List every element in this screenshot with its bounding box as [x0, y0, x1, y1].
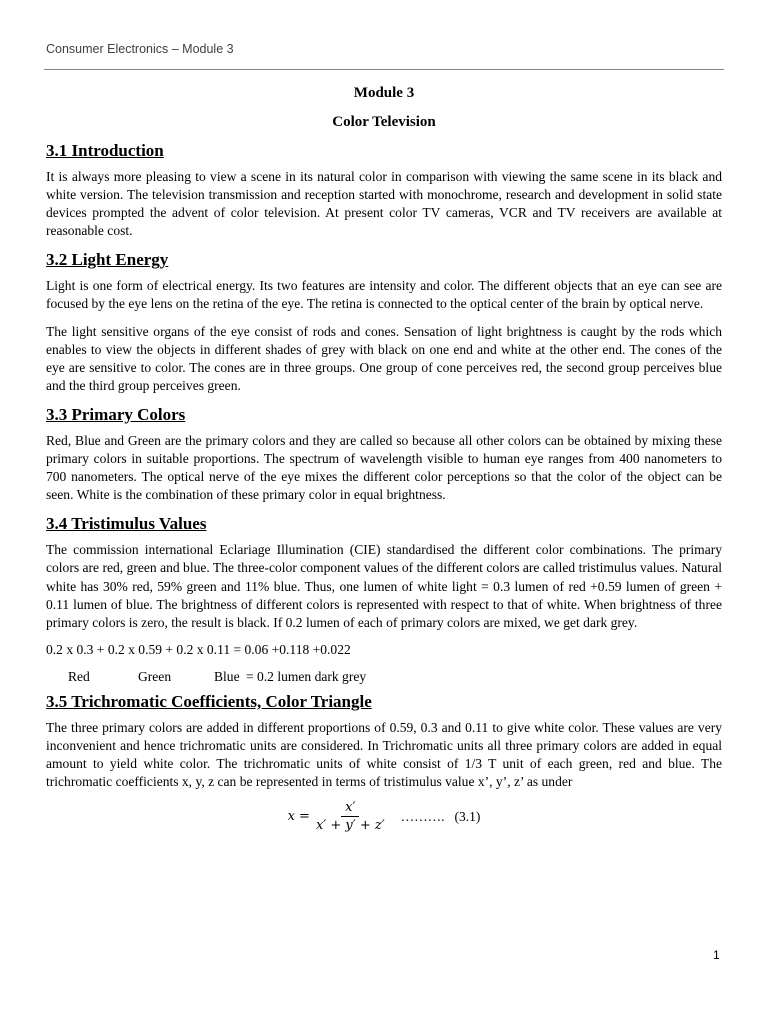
section-heading-light-energy: 3.2 Light Energy — [46, 250, 169, 270]
formula-dots: ………. — [400, 808, 445, 824]
paragraph: The commission international Eclariage Illumination (CIE) standardised the different color combinations. The primary colors are red, green and blue. The three-color component values of the different colors are called tristimulus values. Natural white has 30% red, 59% green and 11% blue. Thus, one lumen of white light = 0.3 lumen of red +0.59 lumen of green + 0.11 lumen of blue. The brightness of different colors is represented with respect to that of white. When brightness of three primary colors is zero, the result is black. If 0.2 lumen of each of primary colors are mixed, we get dark grey. — [46, 542, 722, 630]
formula-denominator: x′ + y′ + z′ — [315, 818, 385, 834]
formula-3-1 — [46, 800, 722, 833]
label-result: = 0.2 lumen dark grey — [246, 668, 367, 684]
header-divider — [44, 69, 724, 70]
chapter-title: Color Television — [332, 114, 436, 130]
running-header: Consumer Electronics – Module 3 — [46, 42, 234, 56]
page-number: 1 — [713, 948, 720, 962]
label-red: Red — [68, 668, 90, 684]
page-content — [46, 84, 722, 833]
section-heading-tristimulus-values: 3.4 Tristimulus Values — [46, 514, 207, 534]
equation-number: (3.1) — [454, 808, 481, 824]
section-heading-introduction: 3.1 Introduction — [46, 141, 164, 160]
label-blue: Blue — [214, 668, 240, 684]
equation-labels — [46, 668, 722, 686]
module-title: Module 3 — [353, 85, 415, 101]
formula-fraction — [316, 800, 385, 833]
paragraph: The three primary colors are added in different proportions of 0.59, 0.3 and 0.11 to give white color. These values are very inconvenient and hence trichromatic units are considered. In Trichromatic units all three primary colors are added in equal amount to yield white color. The trichromatic units of white consist of 1/3 T unit of each green, red and blue. The trichromatic coefficients x, y, z can be represented in terms of tristimulus value x’, y’, z’ as under — [46, 719, 722, 790]
paragraph: It is always more pleasing to view a scene in its natural color in comparison with viewing the same scene in its black and white version. The television transmission and reception started with monochrome, research and development in solid state devices prompted the advent of color television. At present color TV cameras, VCR and TV receivers are available at reasonable cost. — [46, 169, 722, 239]
label-green: Green — [138, 668, 172, 684]
equation-line: 0.2 x 0.3 + 0.2 x 0.59 + 0.2 x 0.11 = 0.06 +0.118 +0.022 — [46, 641, 351, 657]
paragraph: Red, Blue and Green are the primary colors and they are called so because all other colors can be obtained by mixing these primary colors in suitable proportions. The spectrum of wavelength visible to human eye ranges from 400 nanometers to 700 nanometers. The optical nerve of the eye mixes the different color perceptions so that the color of the object can be seen. White is the combination of these primary color in equal brightness. — [46, 432, 722, 503]
section-heading-primary-colors: 3.3 Primary Colors — [46, 404, 186, 424]
formula-numerator: x′ — [341, 800, 359, 817]
paragraph: The light sensitive organs of the eye consist of rods and cones. Sensation of light brightness is caught by the rods which enables to view the objects in different shades of grey with black on one end and white at the other end. The cones of the eye are sensitive to color. The cones are in three groups. One group of cone perceives red, the second group perceives blue and the third group perceives green. — [46, 323, 722, 393]
paragraph: Light is one form of electrical energy. Its two features are intensity and color. The different objects that an eye can see are focused by the eye lens on the retina of the eye. The retina is connected to the optical center of the brain by optical nerve. — [46, 278, 722, 312]
section-heading-trichromatic: 3.5 Trichromatic Coefficients, Color Triangle — [46, 691, 372, 711]
formula-lhs: x = — [287, 809, 310, 825]
